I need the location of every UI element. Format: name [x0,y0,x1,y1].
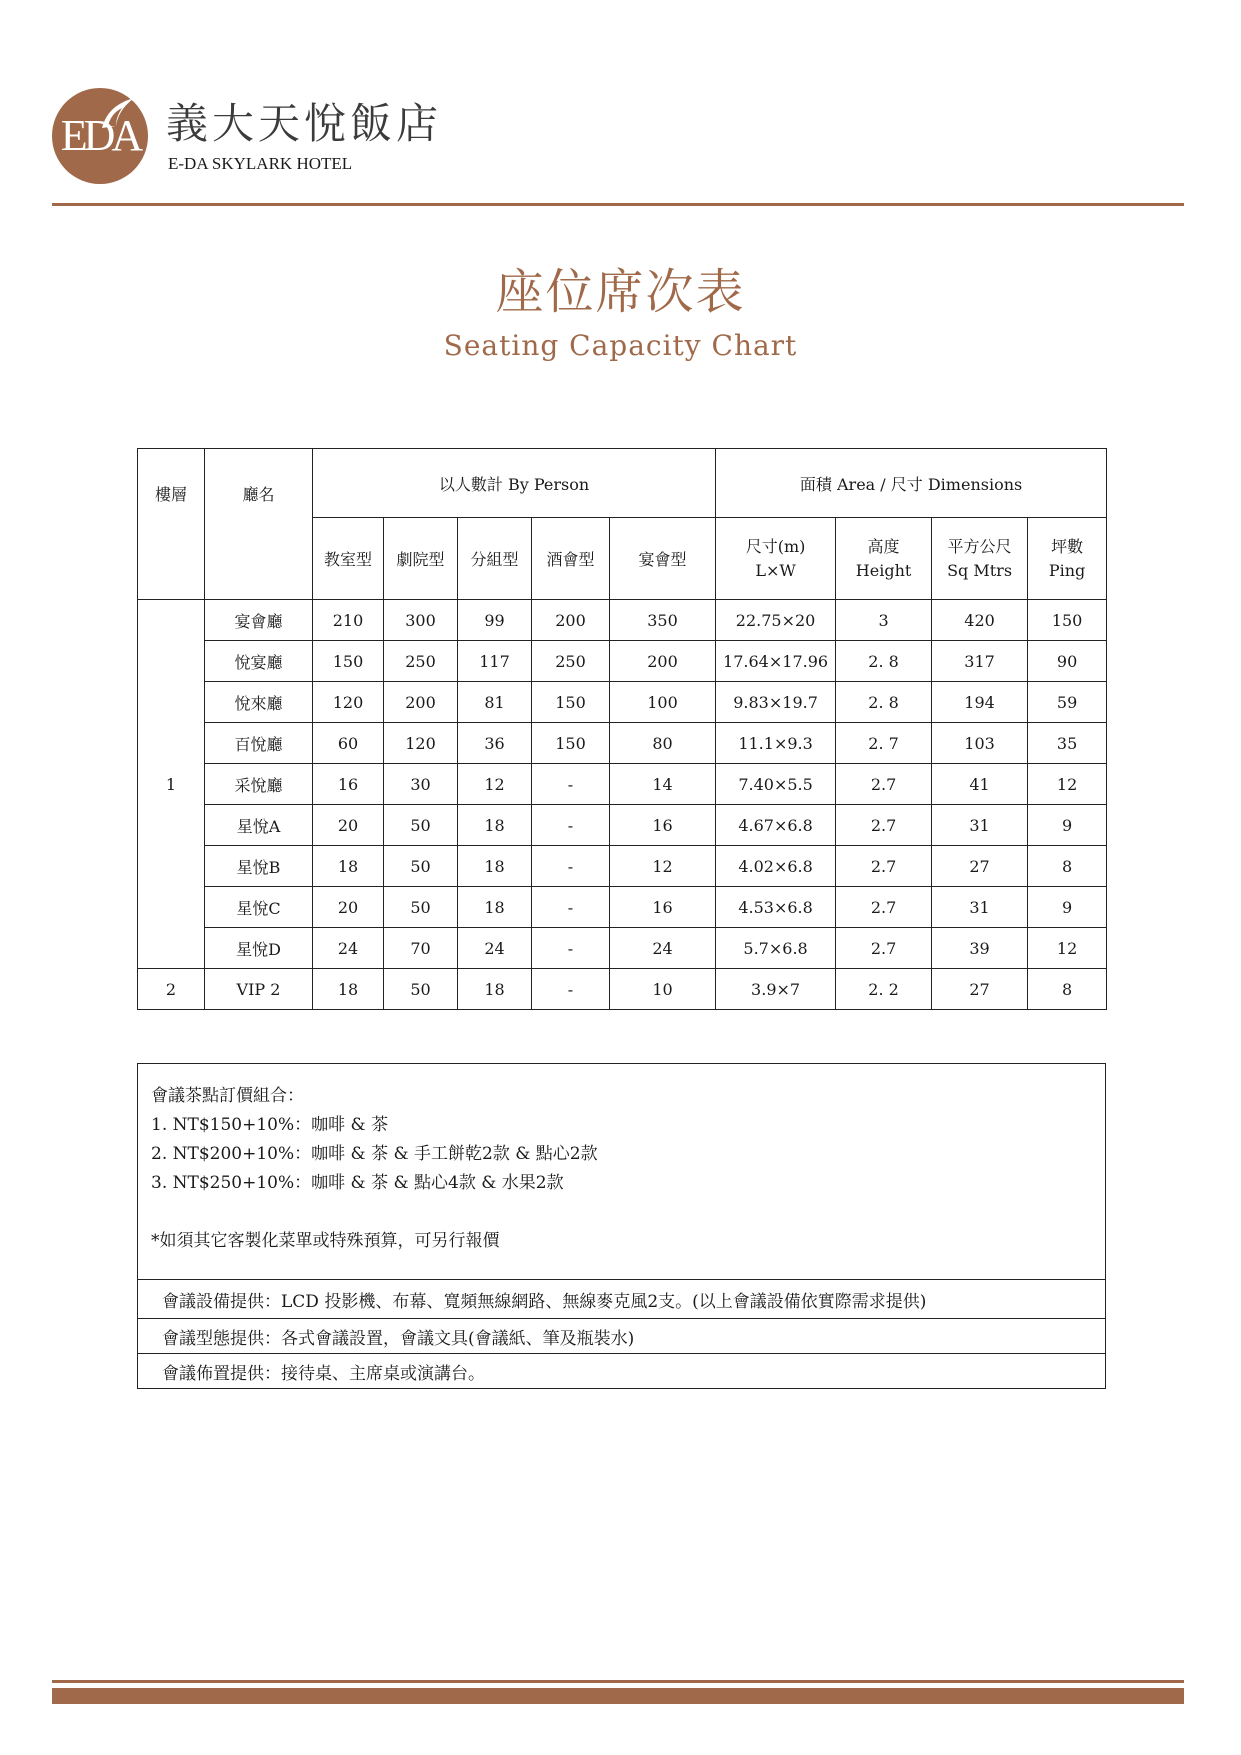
cell-ping: 90 [1028,641,1107,682]
hall-name: 星悅D [205,928,313,969]
col-header-ping-cn: 坪數 [1051,536,1084,556]
cell-theater: 50 [384,887,458,928]
meeting-style-note: 會議型態提供：各式會議設置，會議文具(會議紙、筆及瓶裝水) [138,1318,1105,1353]
col-header-ping-en: Ping [1048,560,1086,580]
col-group-by-person: 以人數計 By Person [313,449,716,518]
col-header-size-cn: 尺寸(m) [745,536,806,556]
cell-classroom: 120 [313,682,384,723]
cell-height: 2. 8 [836,682,932,723]
table-body [138,600,1107,1010]
cell-classroom: 18 [313,846,384,887]
col-header-size-en: L×W [755,560,796,580]
hall-name: 星悅C [205,887,313,928]
hall-name: 星悅B [205,846,313,887]
cell-sqm: 194 [932,682,1028,723]
cell-height: 3 [836,600,932,641]
logo-letters: EDA [60,111,140,160]
cell-sqm: 31 [932,805,1028,846]
col-header-cocktail: 酒會型 [532,518,610,600]
cell-theater: 120 [384,723,458,764]
cell-banquet: 10 [610,969,716,1010]
table-header-row [138,449,1107,518]
cell-sqm: 420 [932,600,1028,641]
cell-size: 3.9×7 [716,969,836,1010]
equipment-note: 會議設備提供：LCD 投影機、布幕、寬頻無線網路、無線麥克風2支。(以上會議設備依實際需求提供) [138,1279,1105,1318]
cell-cocktail: - [532,928,610,969]
cell-ping: 12 [1028,764,1107,805]
cell-size: 9.83×19.7 [716,682,836,723]
cell-sqm: 27 [932,846,1028,887]
cell-sqm: 317 [932,641,1028,682]
cell-group: 18 [458,846,532,887]
cell-height: 2. 7 [836,723,932,764]
cell-ping: 9 [1028,805,1107,846]
cell-ping: 8 [1028,969,1107,1010]
cell-ping: 150 [1028,600,1107,641]
footer-divider-thin [52,1680,1184,1683]
col-header-classroom: 教室型 [313,518,384,600]
col-group-area-dimensions: 面積 Area / 尺寸 Dimensions [716,449,1107,518]
cell-group: 18 [458,969,532,1010]
col-header-height-en: Height [855,560,912,580]
cell-banquet: 350 [610,600,716,641]
cell-size: 4.67×6.8 [716,805,836,846]
cell-sqm: 39 [932,928,1028,969]
cell-ping: 12 [1028,928,1107,969]
cell-sqm: 27 [932,969,1028,1010]
cell-theater: 200 [384,682,458,723]
hall-name: 悅宴廳 [205,641,313,682]
cell-size: 22.75×20 [716,600,836,641]
cell-banquet: 12 [610,846,716,887]
cell-cocktail: 150 [532,682,610,723]
custom-menu-note: *如須其它客製化菜單或特殊預算，可另行報價 [151,1231,500,1251]
cell-group: 81 [458,682,532,723]
hall-name: 采悅廳 [205,764,313,805]
cell-height: 2. 2 [836,969,932,1010]
table-row [138,887,1107,928]
cell-classroom: 16 [313,764,384,805]
cell-banquet: 16 [610,887,716,928]
cell-classroom: 60 [313,723,384,764]
table-row [138,641,1107,682]
cell-group: 117 [458,641,532,682]
tea-break-option-3: 3. NT$250+10%：咖啡 & 茶 & 點心4款 & 水果2款 [151,1173,564,1193]
cell-ping: 8 [1028,846,1107,887]
cell-cocktail: - [532,846,610,887]
cell-cocktail: - [532,764,610,805]
cell-group: 12 [458,764,532,805]
cell-cocktail: - [532,969,610,1010]
col-header-floor: 樓層 [138,449,205,600]
cell-theater: 70 [384,928,458,969]
cell-ping: 9 [1028,887,1107,928]
cell-group: 99 [458,600,532,641]
table-row [138,764,1107,805]
tea-break-heading: 會議茶點訂價組合： [151,1086,304,1106]
cell-cocktail: 250 [532,641,610,682]
hall-name: 宴會廳 [205,600,313,641]
cell-group: 36 [458,723,532,764]
col-header-height-cn: 高度 [867,536,900,556]
cell-group: 18 [458,805,532,846]
cell-banquet: 200 [610,641,716,682]
cell-banquet: 16 [610,805,716,846]
cell-banquet: 14 [610,764,716,805]
col-header-hall: 廳名 [205,449,313,600]
hall-name: VIP 2 [205,969,313,1010]
footer-divider-thick [52,1688,1184,1704]
col-header-size [716,518,836,600]
floor-cell-2: 2 [138,969,205,1010]
page-title-chinese: 座位席次表 [495,264,746,320]
meeting-notes-box [137,1063,1106,1389]
cell-theater: 300 [384,600,458,641]
cell-group: 24 [458,928,532,969]
cell-theater: 30 [384,764,458,805]
col-header-height [836,518,932,600]
notes-spacer [151,1198,598,1227]
table-row [138,928,1107,969]
col-header-sqm [932,518,1028,600]
table-row [138,682,1107,723]
cell-banquet: 100 [610,682,716,723]
col-header-sqm-en: Sq Mtrs [947,560,1013,580]
col-header-ping [1028,518,1107,600]
cell-classroom: 24 [313,928,384,969]
cell-size: 5.7×6.8 [716,928,836,969]
meeting-layout-note: 會議佈置提供：接待桌、主席桌或演講台。 [138,1353,1105,1388]
cell-cocktail: 150 [532,723,610,764]
cell-height: 2.7 [836,805,932,846]
col-header-sqm-cn: 平方公尺 [947,536,1012,556]
hotel-logo [52,88,148,184]
cell-cocktail: 200 [532,600,610,641]
seating-capacity-table [137,448,1107,1010]
cell-group: 18 [458,887,532,928]
table-row [138,600,1107,641]
cell-height: 2.7 [836,764,932,805]
cell-size: 4.02×6.8 [716,846,836,887]
hotel-name-english: E-DA SKYLARK HOTEL [168,154,353,173]
cell-banquet: 24 [610,928,716,969]
cell-size: 17.64×17.96 [716,641,836,682]
cell-sqm: 31 [932,887,1028,928]
cell-theater: 50 [384,846,458,887]
cell-ping: 35 [1028,723,1107,764]
cell-cocktail: - [532,887,610,928]
cell-classroom: 210 [313,600,384,641]
page-title-english: Seating Capacity Chart [443,329,798,362]
cell-size: 11.1×9.3 [716,723,836,764]
cell-banquet: 80 [610,723,716,764]
cell-height: 2. 8 [836,641,932,682]
col-header-banquet: 宴會型 [610,518,716,600]
hall-name: 百悅廳 [205,723,313,764]
cell-size: 4.53×6.8 [716,887,836,928]
col-header-theater: 劇院型 [384,518,458,600]
hall-name: 悅來廳 [205,682,313,723]
cell-ping: 59 [1028,682,1107,723]
cell-theater: 50 [384,969,458,1010]
table-row [138,846,1107,887]
cell-classroom: 20 [313,805,384,846]
hall-name: 星悅A [205,805,313,846]
cell-classroom: 18 [313,969,384,1010]
cell-sqm: 103 [932,723,1028,764]
hotel-name-chinese: 義大天悅飯店 [166,99,443,148]
col-header-group: 分組型 [458,518,532,600]
cell-sqm: 41 [932,764,1028,805]
cell-classroom: 20 [313,887,384,928]
header-divider [52,203,1184,206]
cell-theater: 250 [384,641,458,682]
cell-cocktail: - [532,805,610,846]
cell-height: 2.7 [836,846,932,887]
tea-break-pricing [151,1082,598,1256]
cell-classroom: 150 [313,641,384,682]
cell-size: 7.40×5.5 [716,764,836,805]
tea-break-option-2: 2. NT$200+10%：咖啡 & 茶 & 手工餅乾2款 & 點心2款 [151,1144,598,1164]
floor-cell-1: 1 [138,600,205,969]
cell-height: 2.7 [836,928,932,969]
cell-theater: 50 [384,805,458,846]
table-row [138,969,1107,1010]
tea-break-option-1: 1. NT$150+10%：咖啡 & 茶 [151,1115,389,1135]
table-row [138,723,1107,764]
cell-height: 2.7 [836,887,932,928]
table-row [138,805,1107,846]
